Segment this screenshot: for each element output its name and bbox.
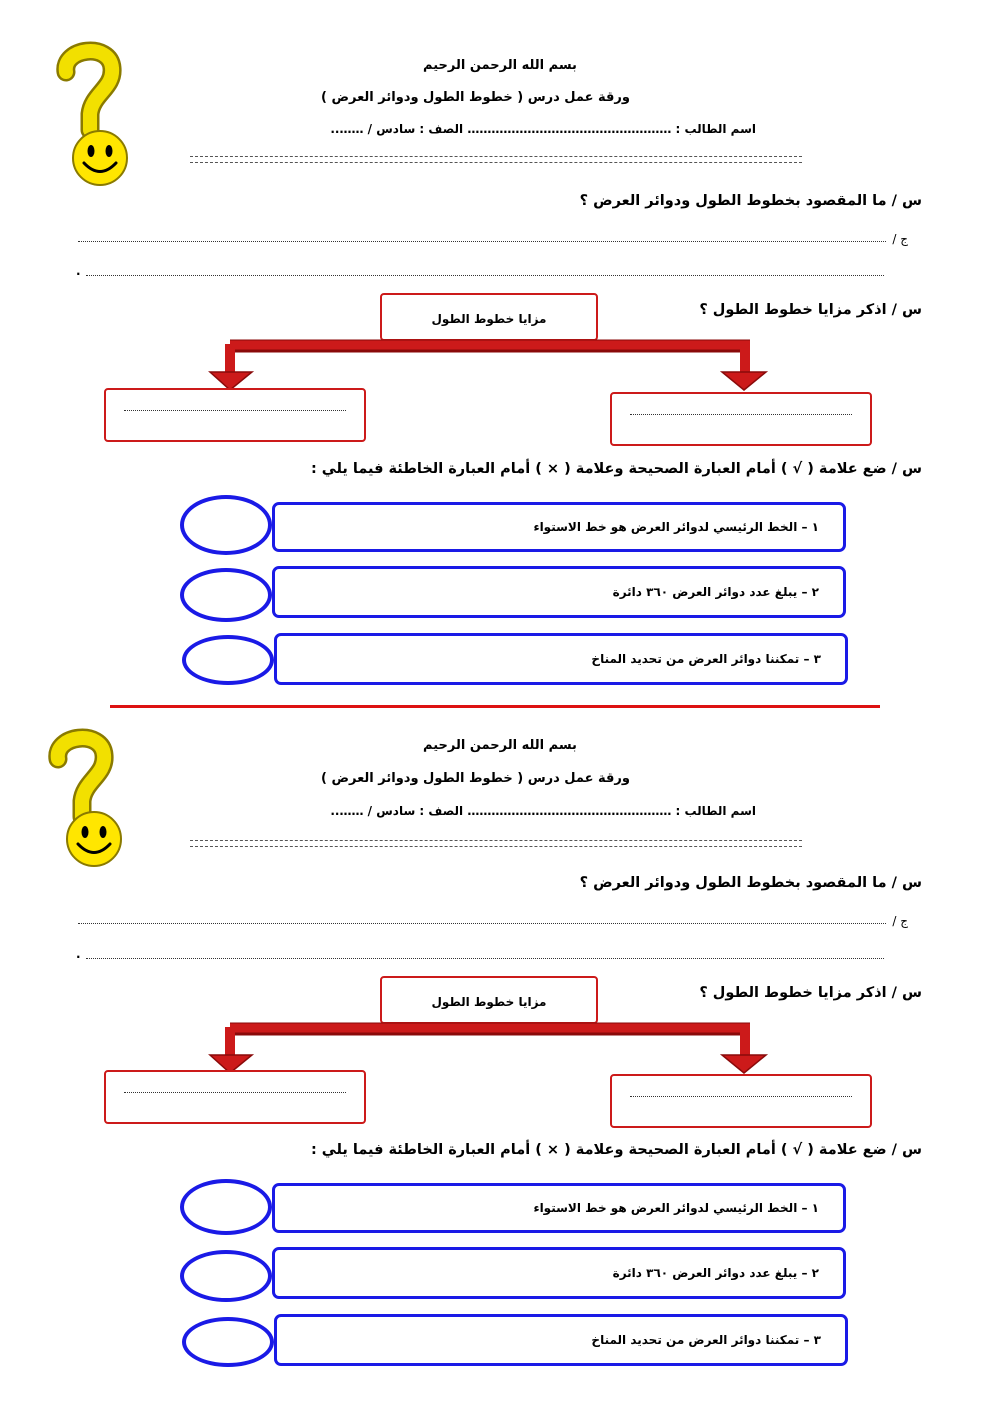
statement-text: ٢ – يبلغ عدد دوائر العرض ٣٦٠ دائرة (612, 585, 819, 599)
advantage-fill-line (630, 414, 852, 415)
advantage-fill-line (124, 410, 346, 411)
statement-box (274, 1314, 848, 1366)
question-1: س / ما المقصود بخطوط الطول ودوائر العرض ؟ (579, 875, 922, 891)
separator-line (190, 156, 802, 163)
question-3: س / ضع علامة ( √ ) أمام العبارة الصحيحة وعلامة ( × ) أمام العبارة الخاطئة فيما يلي : (310, 1142, 922, 1158)
advantage-box-left[interactable] (104, 388, 366, 442)
answer-oval[interactable] (182, 635, 274, 685)
answer-end-mark: . (76, 947, 81, 961)
answer-oval[interactable] (180, 1179, 272, 1235)
answer-oval[interactable] (180, 495, 272, 555)
basmala: بسم الله الرحمن الرحيم (423, 58, 577, 73)
worksheet-bottom (0, 685, 992, 1375)
advantage-fill-line (630, 1096, 852, 1097)
advantage-box-right[interactable] (610, 1074, 872, 1128)
question-2: س / اذكر مزايا خطوط الطول ؟ (699, 302, 922, 318)
worksheet-title: ورقة عمل درس ( خطوط الطول ودوائر العرض ) (321, 90, 630, 105)
statement-box (272, 502, 846, 552)
smiley-icon (64, 809, 124, 869)
smiley-icon (70, 128, 130, 188)
statement-text: ٣ – تمكننا دوائر العرض من تحديد المناخ (591, 1333, 821, 1347)
answer-prefix: ج / (892, 232, 908, 246)
worksheet-title: ورقة عمل درس ( خطوط الطول ودوائر العرض ) (321, 771, 630, 786)
student-info-line: اسم الطالب : …………………………………………… الصف : سادس / …….. (330, 804, 756, 818)
answer-end-mark: . (76, 264, 81, 278)
question-1: س / ما المقصود بخطوط الطول ودوائر العرض ؟ (579, 193, 922, 209)
advantage-box-right[interactable] (610, 392, 872, 446)
advantages-label: مزايا خطوط الطول (431, 995, 547, 1009)
answer-oval[interactable] (180, 568, 272, 622)
statement-text: ٢ – يبلغ عدد دوائر العرض ٣٦٠ دائرة (612, 1266, 819, 1280)
advantage-box-left[interactable] (104, 1070, 366, 1124)
statement-text: ٣ – تمكننا دوائر العرض من تحديد المناخ (591, 652, 821, 666)
answer-line-1[interactable] (78, 240, 886, 242)
question-2: س / اذكر مزايا خطوط الطول ؟ (699, 985, 922, 1001)
answer-prefix: ج / (892, 914, 908, 928)
answer-line-2[interactable] (86, 957, 884, 959)
statement-box (274, 633, 848, 685)
statement-box (272, 1247, 846, 1299)
statement-box (272, 1183, 846, 1233)
answer-oval[interactable] (180, 1250, 272, 1302)
advantage-fill-line (124, 1092, 346, 1093)
statement-text: ١ – الخط الرئيسي لدوائر العرض هو خط الاستواء (533, 520, 819, 534)
student-info-line: اسم الطالب : …………………………………………… الصف : سادس / …….. (330, 122, 756, 136)
worksheet-top (0, 0, 992, 690)
statement-box (272, 566, 846, 618)
advantages-label: مزايا خطوط الطول (431, 312, 547, 326)
answer-oval[interactable] (182, 1317, 274, 1367)
question-3: س / ضع علامة ( √ ) أمام العبارة الصحيحة وعلامة ( × ) أمام العبارة الخاطئة فيما يلي : (310, 461, 922, 477)
answer-line-1[interactable] (78, 922, 886, 924)
basmala: بسم الله الرحمن الرحيم (423, 738, 577, 753)
answer-line-2[interactable] (86, 274, 884, 276)
statement-text: ١ – الخط الرئيسي لدوائر العرض هو خط الاستواء (533, 1201, 819, 1215)
separator-line (190, 840, 802, 847)
